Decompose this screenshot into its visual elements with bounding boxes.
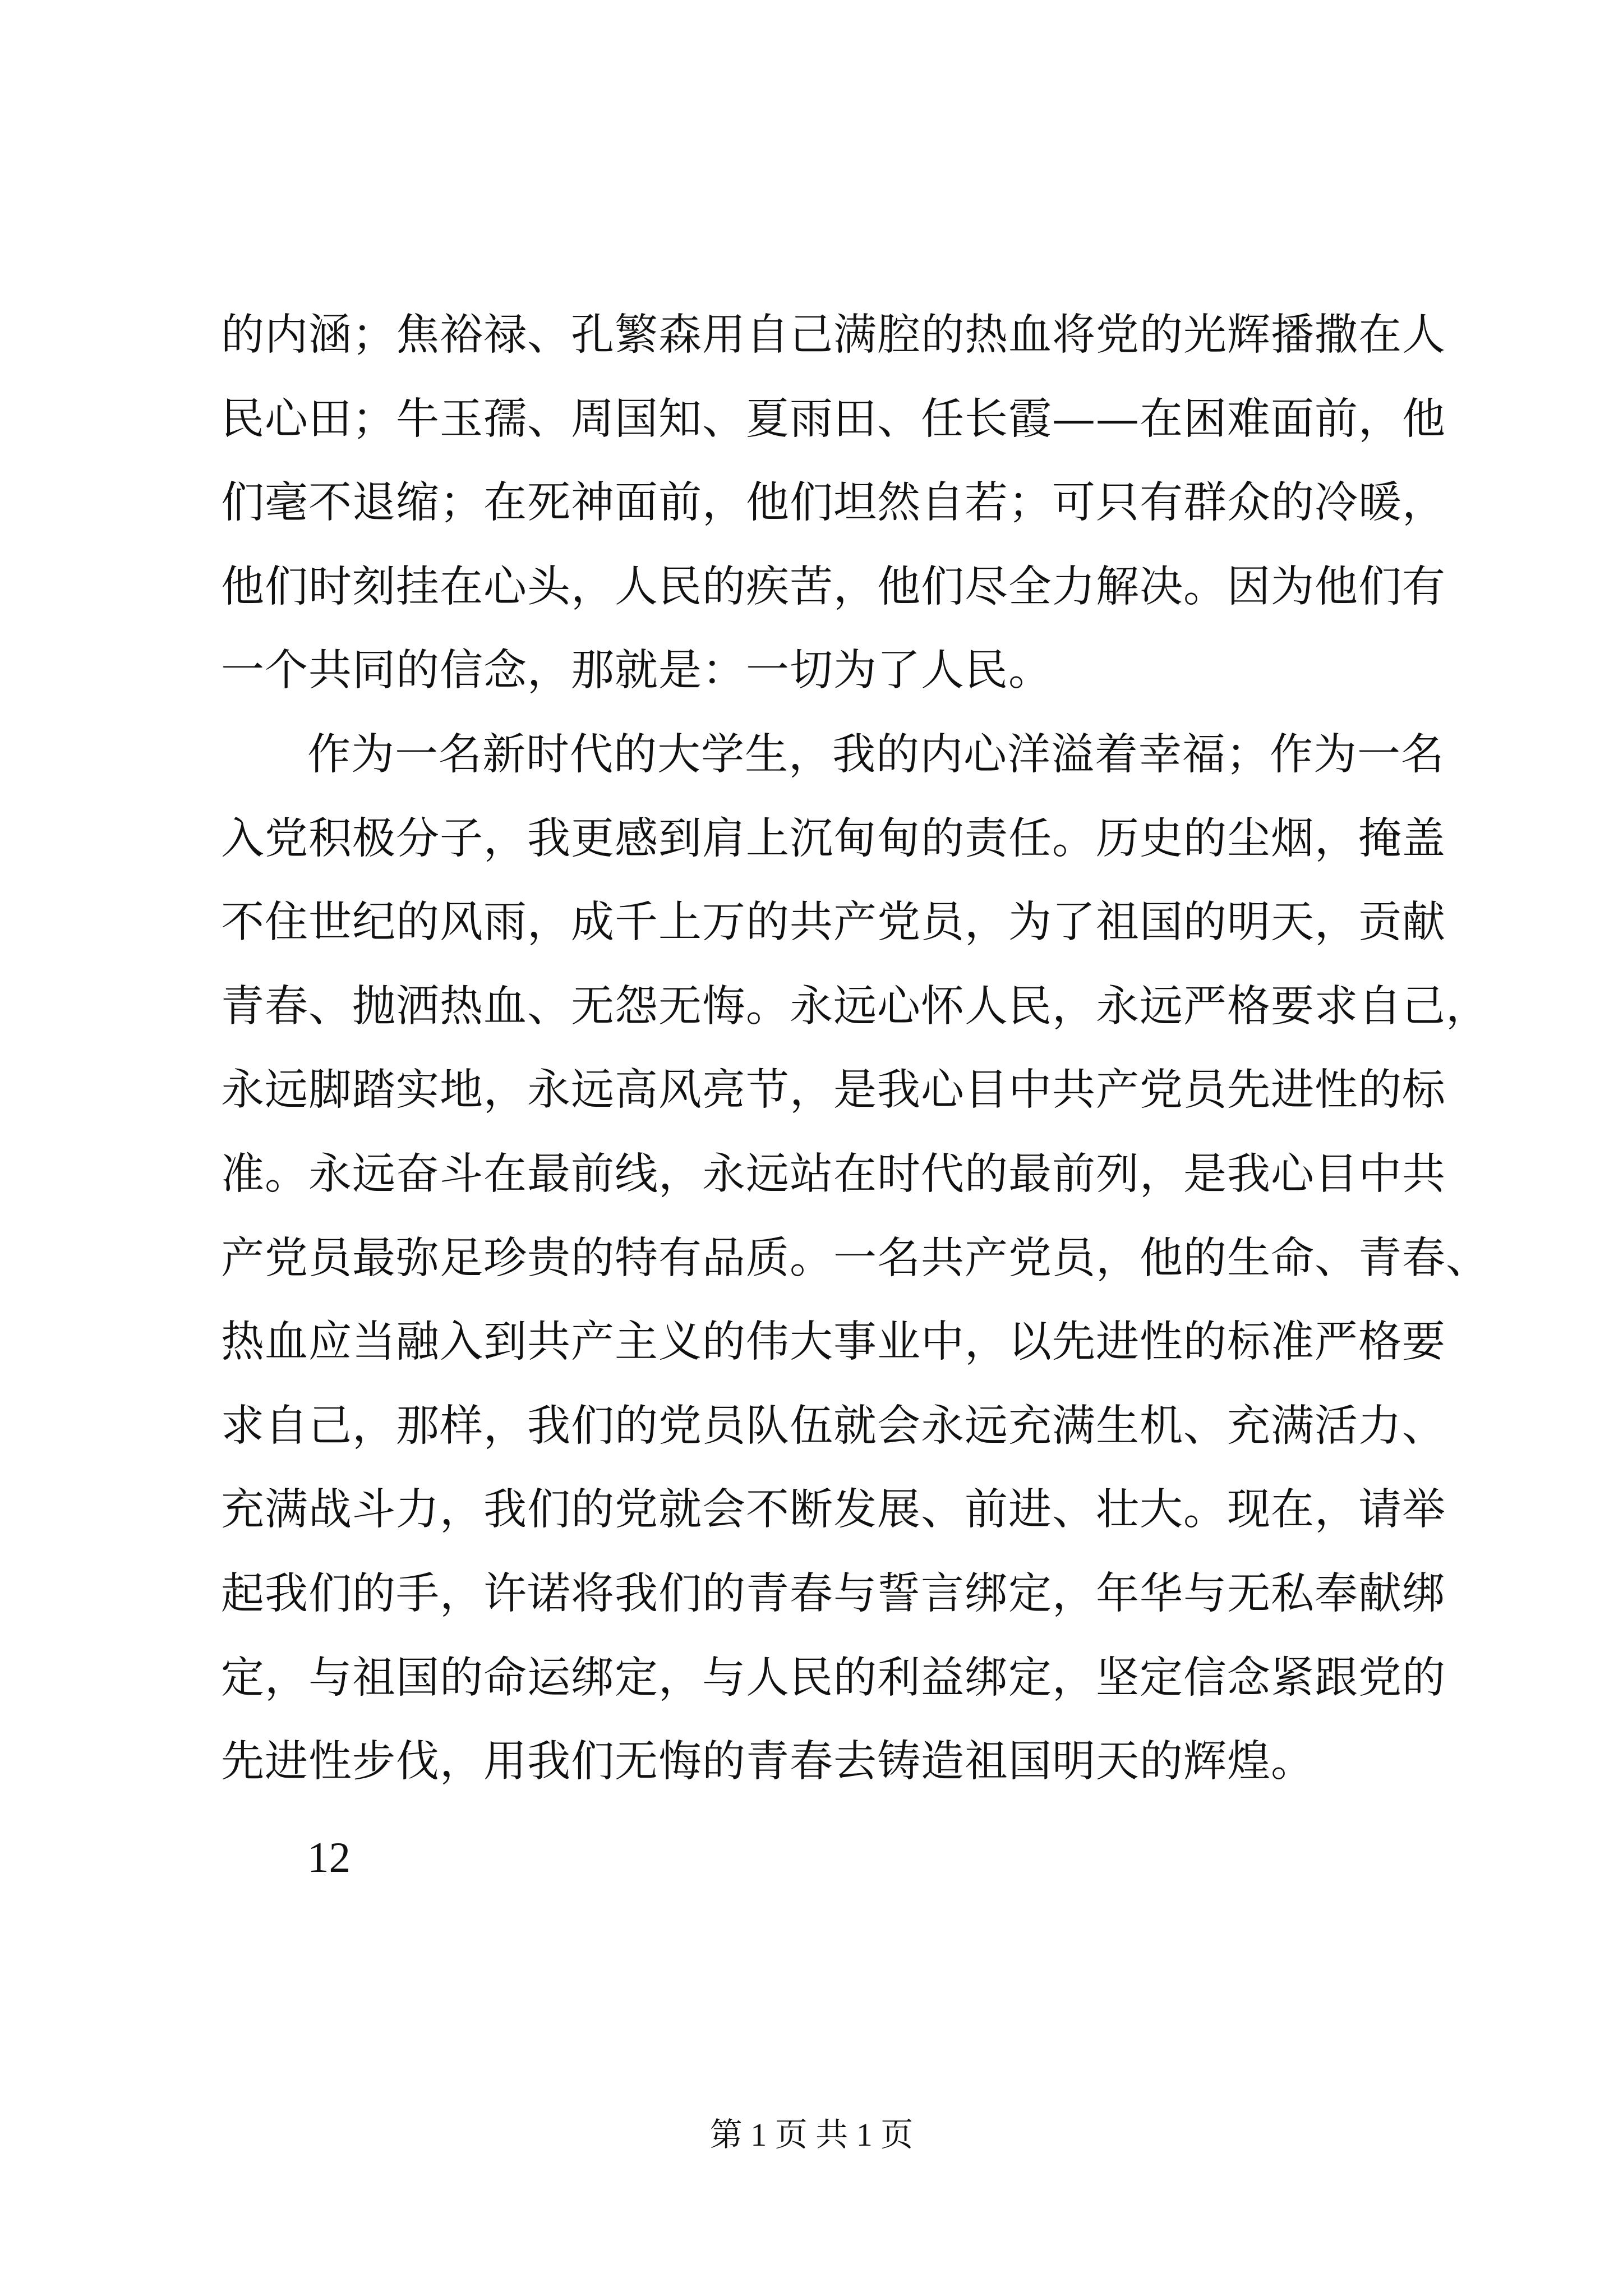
paragraph-line: 热血应当融入到共产主义的伟大事业中，以先进性的标准严格要 [221,1317,1446,1367]
paragraph-line: 起我们的手，许诺将我们的青春与誓言绑定，年华与无私奉献绑 [221,1569,1446,1619]
paragraph-line: 作为一名新时代的大学生，我的内心洋溢着幸福；作为一名 [307,730,1445,780]
paragraph-line: 的内涵；焦裕禄、孔繁森用自己满腔的热血将党的光辉播撒在人 [221,310,1446,360]
paragraph-line: 他们时刻挂在心头，人民的疾苦，他们尽全力解决。因为他们有 [221,562,1446,612]
paragraph-line: 产党员最弥足珍贵的特有品质。一名共产党员，他的生命、青春、 [221,1234,1490,1283]
paragraph-line: 充满战斗力，我们的党就会不断发展、前进、壮大。现在，请举 [221,1485,1446,1535]
paragraph-line: 先进性步伐，用我们无悔的青春去铸造祖国明天的辉煌。 [221,1737,1315,1787]
page-footer: 第 1 页 共 1 页 [709,2116,914,2153]
paragraph-line: 入党积极分子，我更感到肩上沉甸甸的责任。历史的尘烟，掩盖 [221,814,1446,864]
paragraph-line: 永远脚踏实地，永远高风亮节，是我心目中共产党员先进性的标 [221,1065,1446,1115]
paragraph-line: 青春、抛洒热血、无怨无悔。永远心怀人民，永远严格要求自己， [221,982,1490,1032]
paragraph-line: 一个共同的信念，那就是：一切为了人民。 [221,646,1052,696]
paragraph-line: 民心田；牛玉孺、周国知、夏雨田、任长霞——在困难面前，他 [221,394,1446,444]
paragraph-line: 准。永远奋斗在最前线，永远站在时代的最前列，是我心目中共 [221,1149,1446,1199]
paragraph-line: 不住世纪的风雨，成千上万的共产党员，为了祖国的明天，贡献 [221,898,1446,947]
paragraph-line: 求自己，那样，我们的党员队伍就会永远充满生机、充满活力、 [221,1401,1446,1451]
paragraph-line: 们毫不退缩；在死神面前，他们坦然自若；可只有群众的冷暖， [221,478,1446,528]
inline-number: 12 [307,1833,351,1881]
paragraph-line: 定，与祖国的命运绑定，与人民的利益绑定，坚定信念紧跟党的 [221,1653,1446,1703]
